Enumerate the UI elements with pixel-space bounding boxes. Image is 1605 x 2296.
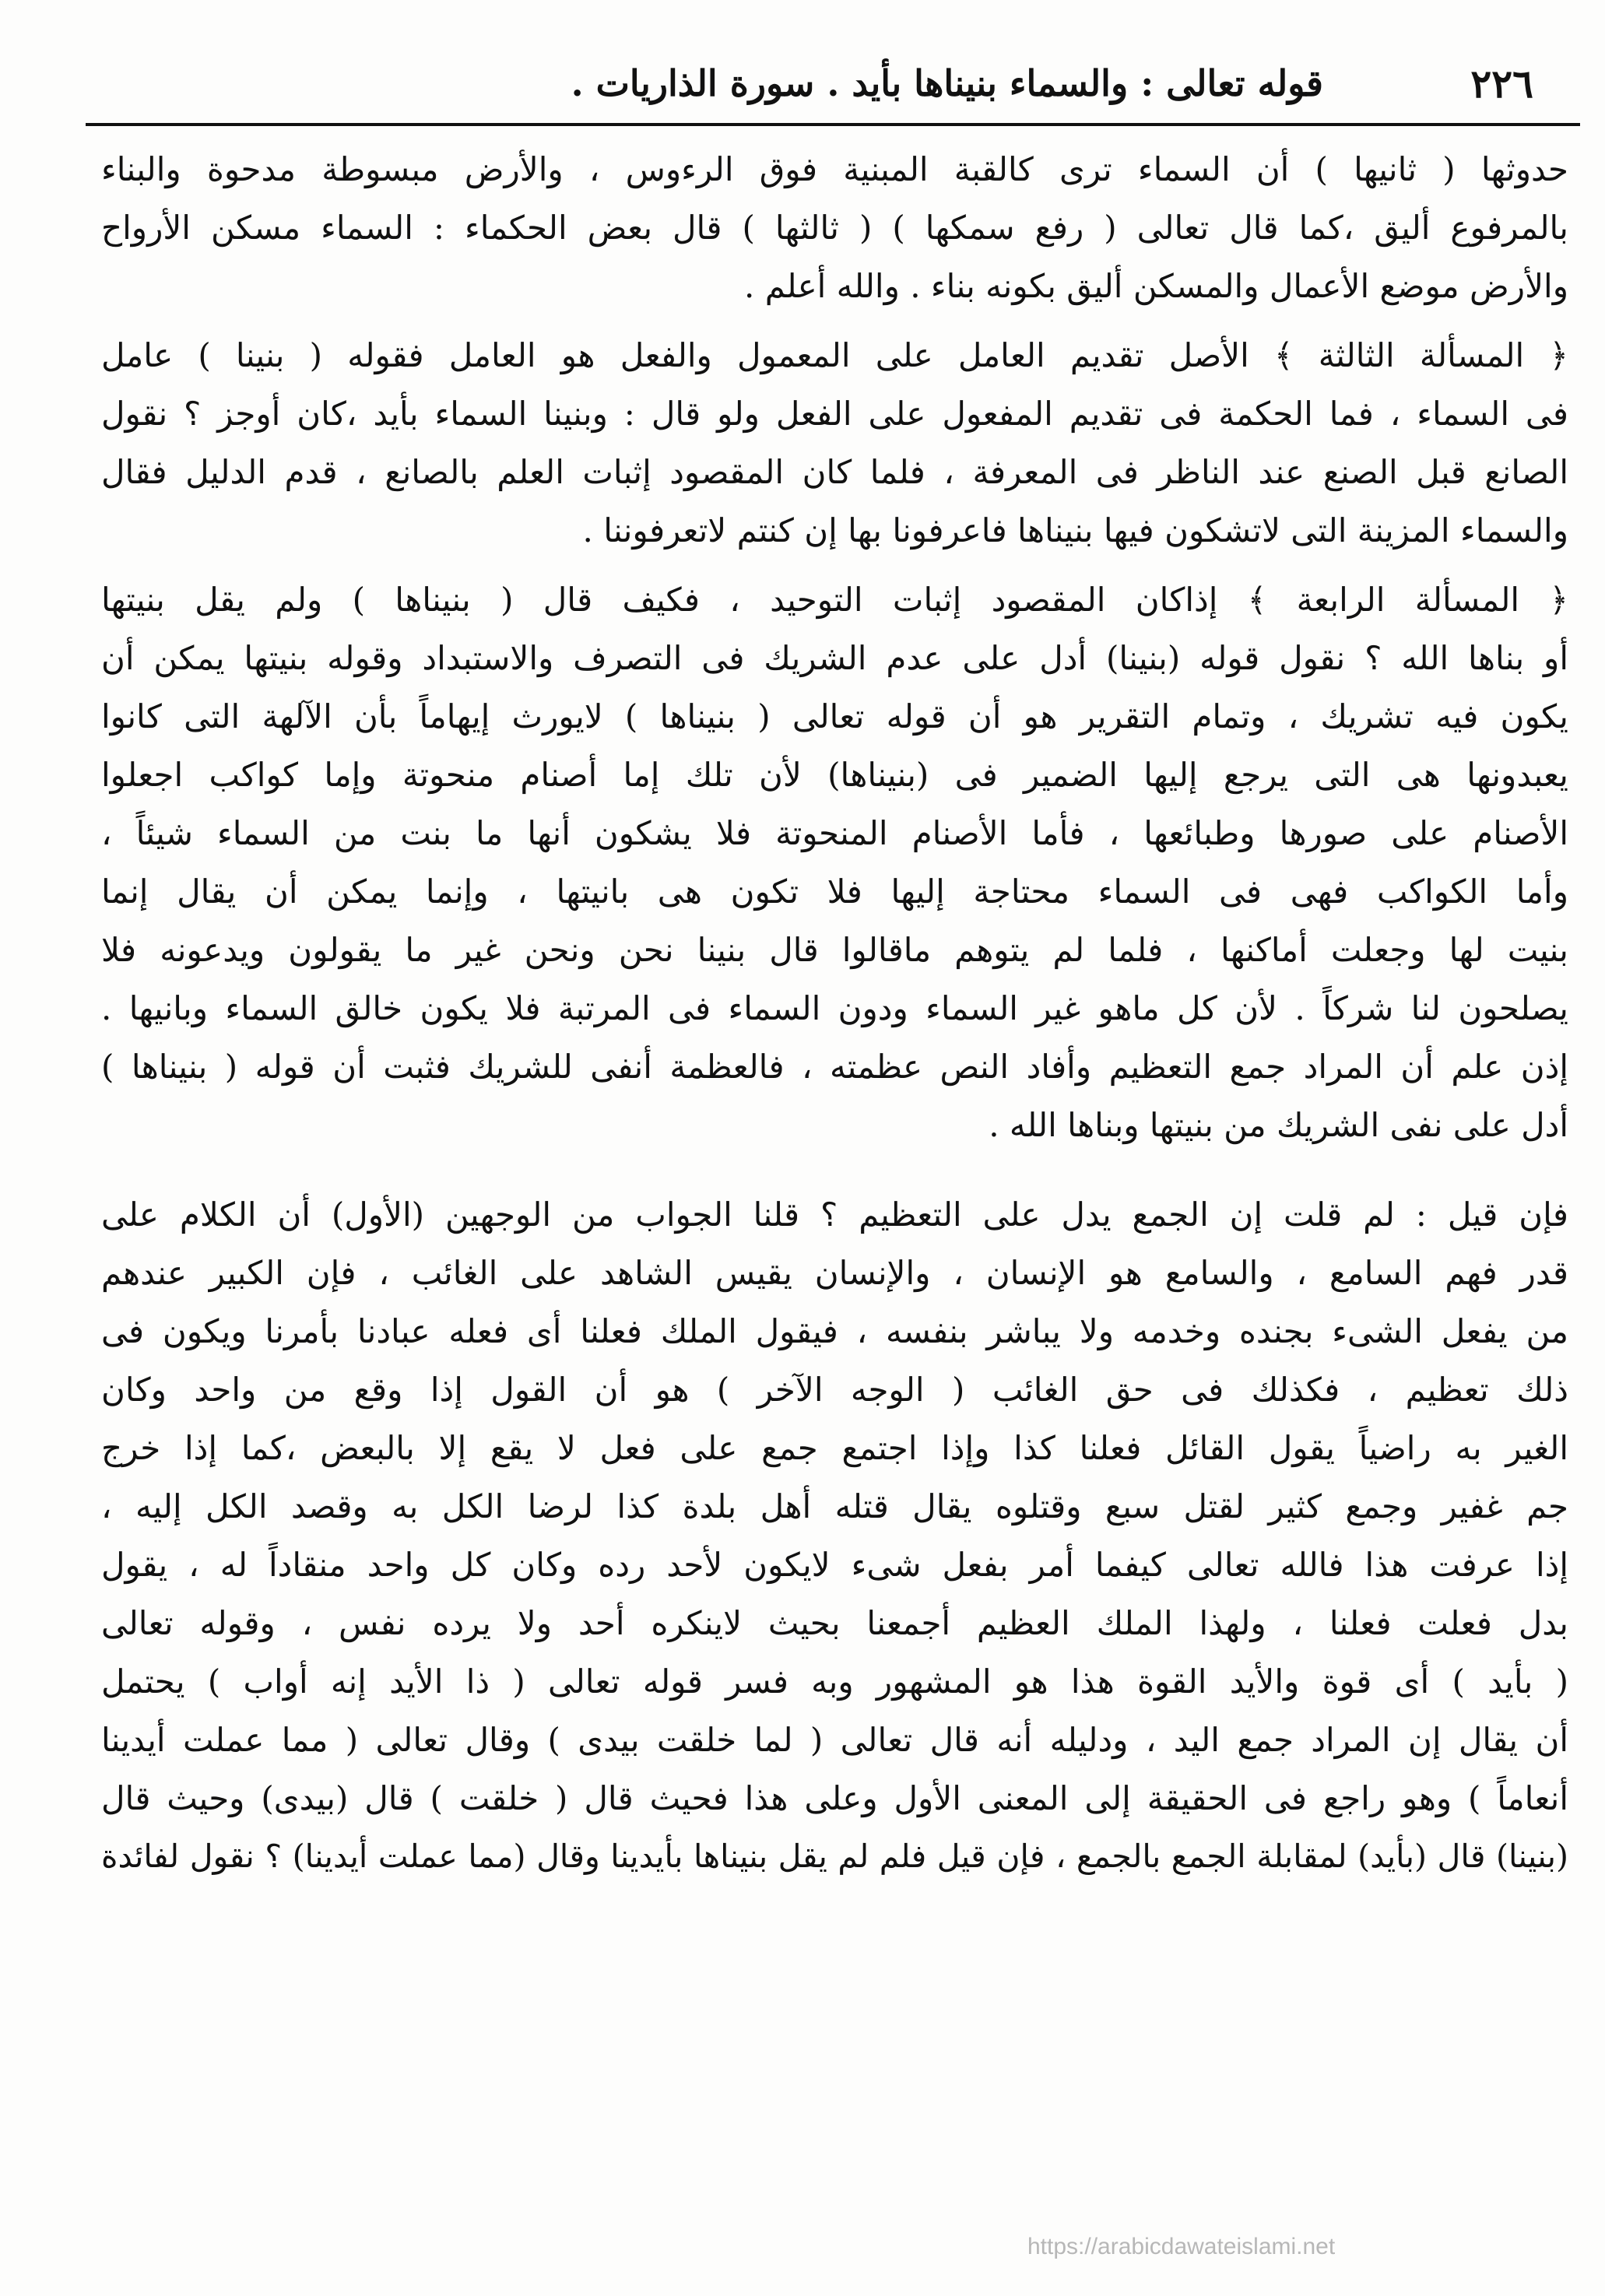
text-line: يعبدونها هى التى يرجع إليها الضمير فى (بنيناها) لأن تلك إما أصنام منحوتة وإما كواكب اجعلوا xyxy=(101,756,1568,794)
text-line: بنيت لها وجعلت أماكنها ، فلما لم يتوهم ماقالوا قال بنينا نحن ونحن غير ما يقولون ويدعونه فلا xyxy=(101,931,1568,969)
text-line: فى السماء ، فما الحكمة فى تقديم المفعول على الفعل ولو قال : وبنينا السماء بأيد ،كان أوجز ؟ نقول xyxy=(101,395,1568,433)
paragraph-masala-3 xyxy=(101,326,1568,560)
text-line: فإن قيل : لم قلت إن الجمع يدل على التعظيم ؟ قلنا الجواب من الوجهين (الأول) أن الكلام على xyxy=(101,1195,1568,1234)
text-line: بدل فعلت فعلنا ، ولهذا الملك العظيم أجمعنا بحيث لاينكره أحد ولا يرده نفس ، وقوله تعالى xyxy=(101,1604,1568,1642)
text-line: ذلك تعظيم ، فكذلك فى حق الغائب ( الوجه الآخر ) هو أن القول إذا وقع من واحد وكان xyxy=(101,1371,1568,1409)
text-line: من يفعل الشىء بجنده وخدمه ولا يباشر بنفسه ، فيقول الملك فعلنا أى فعله عبادنا بأمرنا ويكون فى xyxy=(101,1312,1568,1350)
text-line: أن يقال إن المراد جمع اليد ، ودليله أنه قال تعالى ( لما خلقت بيدى ) وقال تعالى ( مما عملت أيدينا xyxy=(101,1721,1568,1759)
text-line: حدوثها ( ثانيها ) أن السماء ترى كالقبة المبنية فوق الرءوس ، والأرض مبسوطة مدحوة والبناء xyxy=(101,150,1568,188)
text-line: يكون فيه تشريك ، وتمام التقرير هو أن قوله تعالى ( بنيناها ) لايورث إيهاماً بأن الآلهة التى كانوا xyxy=(101,697,1568,735)
text-line: أدل على نفى الشريك من بنيتها وبناها الله . xyxy=(989,1106,1568,1144)
text-line: إذا عرفت هذا فالله تعالى كيفما أمر بفعل شىء لايكون لأحد رده وكان كل واحد منقاداً له ، يقول xyxy=(101,1546,1568,1584)
text-line: أو بناها الله ؟ نقول قوله (بنينا) أدل على عدم الشريك فى التصرف والاستبداد وقوله بنيتها يمكن أن xyxy=(101,639,1568,677)
text-line: ﴿ المسألة الرابعة ﴾ إذاكان المقصود إثبات التوحيد ، فكيف قال ( بنيناها ) ولم يقل بنيتها xyxy=(101,581,1568,619)
paragraph-1 xyxy=(101,140,1568,315)
paragraph-gap xyxy=(101,1165,1568,1185)
text-line: والسماء المزينة التى لاتشكون فيها بنيناها فاعرفونا بها إن كنتم لاتعرفوننا . xyxy=(582,511,1568,549)
text-line: (بنينا) قال (بأيد) لمقابلة الجمع بالجمع ، فإن قيل فلم لم يقل بنيناها بأيدينا وقال (مما عملت أيدينا) ؟ نقول لفائدة xyxy=(101,1838,1568,1875)
body-text xyxy=(101,140,1568,1897)
text-line: الأصنام على صورها وطبائعها ، فأما الأصنام المنحوتة فلا يشكون أنها ما بنت من السماء شيئاً ، xyxy=(101,814,1568,852)
page-number: ٢٢٦ xyxy=(1470,61,1533,107)
text-line: وأما الكواكب فهى فى السماء محتاجة إليها فلا تكون هى بانيتها ، وإنما يمكن أن يقال إنما xyxy=(101,872,1568,911)
text-line: الصانع قبل الصنع عند الناظر فى المعرفة ، فلما كان المقصود إثبات العلم بالصانع ، قدم الدليل فقال xyxy=(101,453,1568,491)
text-line: جم غفير وجمع كثير لقتل سبع وقتلوه يقال قتله أهل بلدة كذا لرضا الكل به وقصد الكل إليه ، xyxy=(101,1487,1568,1525)
text-line: ( بأيد ) أى قوة والأيد القوة هذا هو المشهور وبه فسر قوله تعالى ( ذا الأيد إنه أواب ) يحتمل xyxy=(101,1662,1568,1701)
source-watermark: https://arabicdawateislami.net xyxy=(1027,2234,1336,2259)
text-line: بالمرفوع أليق ،كما قال تعالى ( رفع سمكها ) ( ثالثها ) قال بعض الحكماء : السماء مسكن الأرواح xyxy=(101,209,1568,247)
page-header xyxy=(86,54,1580,117)
text-line: أنعاماً ) وهو راجع فى الحقيقة إلى المعنى الأول وعلى هذا فحيث قال ( خلقت ) قال (بيدى) وحيث قال xyxy=(101,1779,1568,1817)
text-line: ﴿ المسألة الثالثة ﴾ الأصل تقديم العامل على المعمول والفعل هو العامل فقوله ( بنينا ) عامل xyxy=(101,336,1568,374)
paragraph-masala-4 xyxy=(101,570,1568,1154)
text-line: قدر فهم السامع ، والسامع هو الإنسان ، والإنسان يقيس الشاهد على الغائب ، فإن الكبير عندهم xyxy=(101,1254,1568,1292)
text-line: الغير به راضياً يقول القائل فعلنا كذا وإذا اجتمع جمع على فعل لا يقع إلا بالبعض ،كما إذا خرج xyxy=(101,1429,1568,1467)
paragraph-objection xyxy=(101,1185,1568,1886)
text-line: إذن علم أن المراد جمع التعظيم وأفاد النص عظمته ، فالعظمة أنفى للشريك فثبت أن قوله ( بنيناها ) xyxy=(101,1048,1568,1086)
text-line: يصلحون لنا شركاً . لأن كل ماهو غير السماء ودون السماء فى المرتبة فلا يكون خالق السماء وبانيها . xyxy=(101,989,1568,1027)
running-title: قوله تعالى : والسماء بنيناها بأيد . سورة الذاريات . xyxy=(571,62,1323,104)
text-line: والأرض موضع الأعمال والمسكن أليق بكونه بناء . والله أعلم . xyxy=(744,267,1568,305)
header-rule xyxy=(86,123,1580,126)
